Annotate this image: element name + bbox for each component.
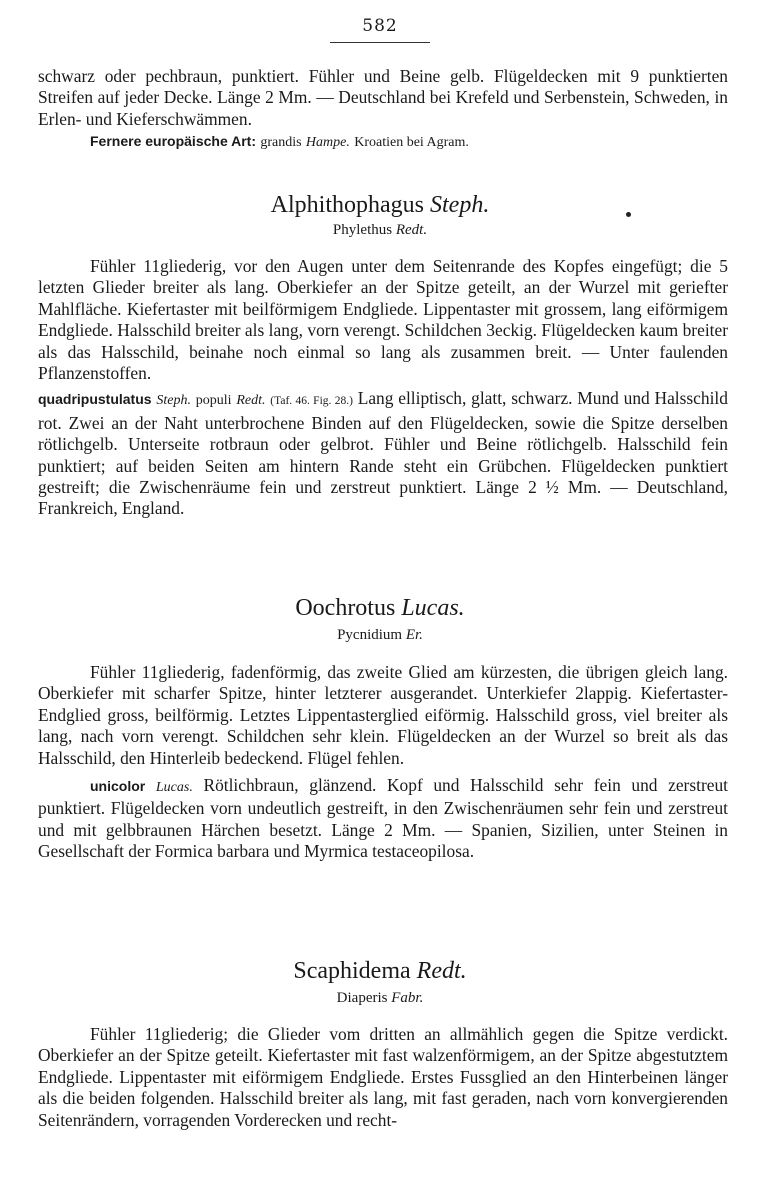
page-number: 582 xyxy=(362,16,398,36)
further-species-line xyxy=(38,130,728,153)
species-synonym: populi xyxy=(195,393,232,409)
genus-heading-scaphidema xyxy=(0,958,760,985)
genus-name: Oochrotus xyxy=(295,595,396,621)
species-author: Lucas. xyxy=(155,780,193,796)
further-species-label: Fernere europäische Art: xyxy=(90,133,256,150)
ink-speck xyxy=(626,212,631,217)
species-synonym-author: Redt. xyxy=(236,393,266,409)
genus-author: Steph. xyxy=(430,192,490,218)
species-entry xyxy=(38,388,728,519)
species-name: unicolor xyxy=(90,778,146,795)
genus-synonym-scaphidema xyxy=(0,990,760,1007)
further-species-locality: Kroatien bei Agram. xyxy=(354,135,469,151)
genus-name: Alphithophagus xyxy=(270,192,424,218)
plate-reference: (Taf. 46. Fig. 28.) xyxy=(270,395,353,408)
synonym-name: Pycnidium xyxy=(337,627,403,643)
genus-heading-oochrotus xyxy=(0,595,760,622)
synonym-name: Phylethus xyxy=(332,222,393,238)
synonym-author: Redt. xyxy=(395,222,428,238)
genus-author: Lucas. xyxy=(401,595,465,621)
genus-synonym-oochrotus xyxy=(0,627,760,644)
intro-paragraph: schwarz oder pechbraun, punktiert. Fühler und Beine gelb. Flügeldecken mit 9 punktierten Streifen auf jeder Decke. Länge 2 Mm. — Deutschland bei Krefeld und Serbenstein, Schweden, in Erlen- und Kieferschwämmen. xyxy=(38,66,728,129)
genus-description: Fühler 11gliederig; die Glieder vom dritten an allmählich gegen die Spitze verdickt. Oberkiefer an der Spitze geteilt. Kiefertaster mit fast walzenförmigem, an der Spitze abgestutztem Endgliede. Lippentaster mit eiförmigem Endgliede. Erstes Fussglied an den Hinterbeinen länger als die beiden folgenden. Halsschild breiter als lang, mit fast geraden, nach vorn konvergierenden Seitenrändern, vorragenden Vorderecken und recht- xyxy=(38,1024,728,1130)
species-author: Steph. xyxy=(156,393,191,409)
alphithophagus-block xyxy=(38,256,728,520)
genus-author: Redt. xyxy=(416,958,467,984)
species-name: quadripustulatus xyxy=(38,391,152,408)
genus-description: Fühler 11gliederig, fadenförmig, das zweite Glied am kürzesten, die übrigen gleich lang. Oberkiefer mit scharfer Spitze, hinter letzterer ausgerandet. Unterkiefer 2lappig. Kiefertaster-Endglied gross, beilförmig. Letztes Lippentasterglied eiförmig. Halsschild gross, viel breiter als lang, nach vorn verengt. Schildchen sehr klein. Flügeldecken an der Wurzel so breit als das Halsschild, den Hinterleib bedeckend. Flügel fehlen. xyxy=(38,662,728,768)
species-entry xyxy=(38,775,728,863)
scaphidema-block xyxy=(38,1024,728,1131)
species-description: Rötlichbraun, glänzend. Kopf und Halsschild sehr fein und zerstreut punktiert. Flügeldecken vorn undeutlich gestreift, in den Zwischenräumen sehr fein und zerstreut und mit gelbbraunen Härchen besetzt. Länge 2 Mm. — Spanien, Sizilien, unter Steinen in Gesellschaft der Formica barbara und Myrmica testaceopilosa. xyxy=(38,775,728,862)
species-description: Lang elliptisch, glatt, schwarz. Mund und Halsschild rot. Zwei an der Naht unterbrochene Binden auf den Flügeldecken, sowie die Spitze derselben rötlichgelb. Unterseite rotbraun oder gelbrot. Fühler und Beine rötlichgelb. Halsschild fein punktiert; auf beiden Seiten am hintern Rande steht ein Grübchen. Flügeldecken punktiert gestreift; die Zwischenräume fein und zerstreut punktiert. Länge 2 ½ Mm. — Deutschland, Frankreich, England. xyxy=(38,388,728,519)
genus-description: Fühler 11gliederig, vor den Augen unter dem Seitenrande des Kopfes eingefügt; die 5 letzten Glieder breiter als lang. Oberkiefer an der Spitze geteilt, an der Wurzel mit geriefter Mahlfläche. Kiefertaster mit beilförmigem Endgliede. Lippentaster mit grossem, lang eiförmigem Endgliede. Halsschild breiter als lang, vorn verengt. Schildchen 3eckig. Flügeldecken kaum breiter als das Halsschild, beinahe noch einmal so lang als zusammen breit. — Unter faulenden Pflanzenstoffen. xyxy=(38,256,728,384)
further-species-name: grandis xyxy=(260,135,302,151)
synonym-name: Diaperis xyxy=(336,990,388,1006)
genus-name: Scaphidema xyxy=(293,958,411,984)
oochrotus-block xyxy=(38,662,728,863)
synonym-author: Er. xyxy=(405,627,423,643)
genus-heading-alphithophagus xyxy=(0,192,760,219)
intro-block xyxy=(38,66,728,154)
genus-synonym-alphithophagus xyxy=(0,222,760,239)
synonym-author: Fabr. xyxy=(391,990,424,1006)
further-species-author: Hampe. xyxy=(305,135,350,151)
page-number-rule xyxy=(330,42,430,43)
